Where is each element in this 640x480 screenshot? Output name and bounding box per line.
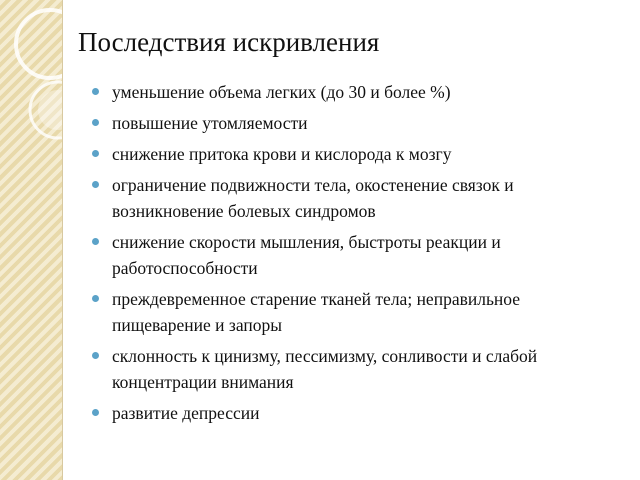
bullet-text: преждевременное старение тканей тела; неправильное пищеварение и запоры — [112, 289, 521, 335]
bullet-text: ограничение подвижности тела, окостенение связок и возникновение болевых синдромов — [112, 175, 514, 221]
bullet-dot-icon — [92, 409, 99, 416]
slide-title: Последствия искривления — [78, 27, 380, 57]
bullet-item — [92, 141, 622, 167]
bullet-dot-icon — [92, 295, 99, 302]
bullet-text: повышение утомляемости — [112, 113, 308, 133]
bullet-item — [92, 343, 622, 395]
decorative-side-band — [0, 0, 62, 480]
bullet-text: снижение притока крови и кислорода к мозгу — [112, 144, 452, 164]
decorative-circles-icon — [0, 0, 62, 480]
bullet-item — [92, 229, 622, 281]
bullet-text: уменьшение объема легких (до 30 и более %) — [112, 82, 451, 102]
bullet-item — [92, 79, 622, 105]
bullet-text: развитие депрессии — [112, 403, 260, 423]
bullet-dot-icon — [92, 181, 99, 188]
bullet-dot-icon — [92, 352, 99, 359]
bullet-text: склонность к цинизму, пессимизму, сонливости и слабой концентрации внимания — [112, 346, 538, 392]
side-band-divider — [62, 0, 63, 480]
bullet-dot-icon — [92, 150, 99, 157]
bullet-item — [92, 286, 622, 338]
bullet-text: снижение скорости мышления, быстроты реакции и работоспособности — [112, 232, 501, 278]
bullet-list — [92, 79, 622, 431]
bullet-dot-icon — [92, 238, 99, 245]
bullet-item — [92, 400, 622, 426]
bullet-dot-icon — [92, 88, 99, 95]
bullet-item — [92, 172, 622, 224]
bullet-item — [92, 110, 622, 136]
bullet-dot-icon — [92, 119, 99, 126]
